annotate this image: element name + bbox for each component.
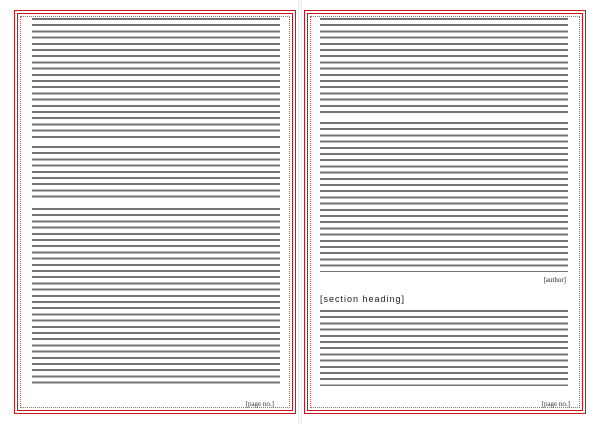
section-heading: [section heading]: [320, 294, 406, 304]
left-page-number: [page no.]: [245, 400, 274, 408]
left-paragraph-3: [32, 208, 280, 386]
right-paragraph-1: [320, 18, 568, 116]
left-paragraph-2: [32, 146, 280, 202]
right-page-text: [320, 18, 568, 400]
right-paragraph-2: [320, 122, 568, 272]
left-page-text: [32, 18, 280, 400]
right-page: [300, 0, 600, 424]
article-signature: [author]: [543, 276, 566, 284]
left-paragraph-1: [32, 18, 280, 142]
right-page-number: [page no.]: [541, 400, 570, 408]
right-paragraph-3: [320, 310, 568, 386]
